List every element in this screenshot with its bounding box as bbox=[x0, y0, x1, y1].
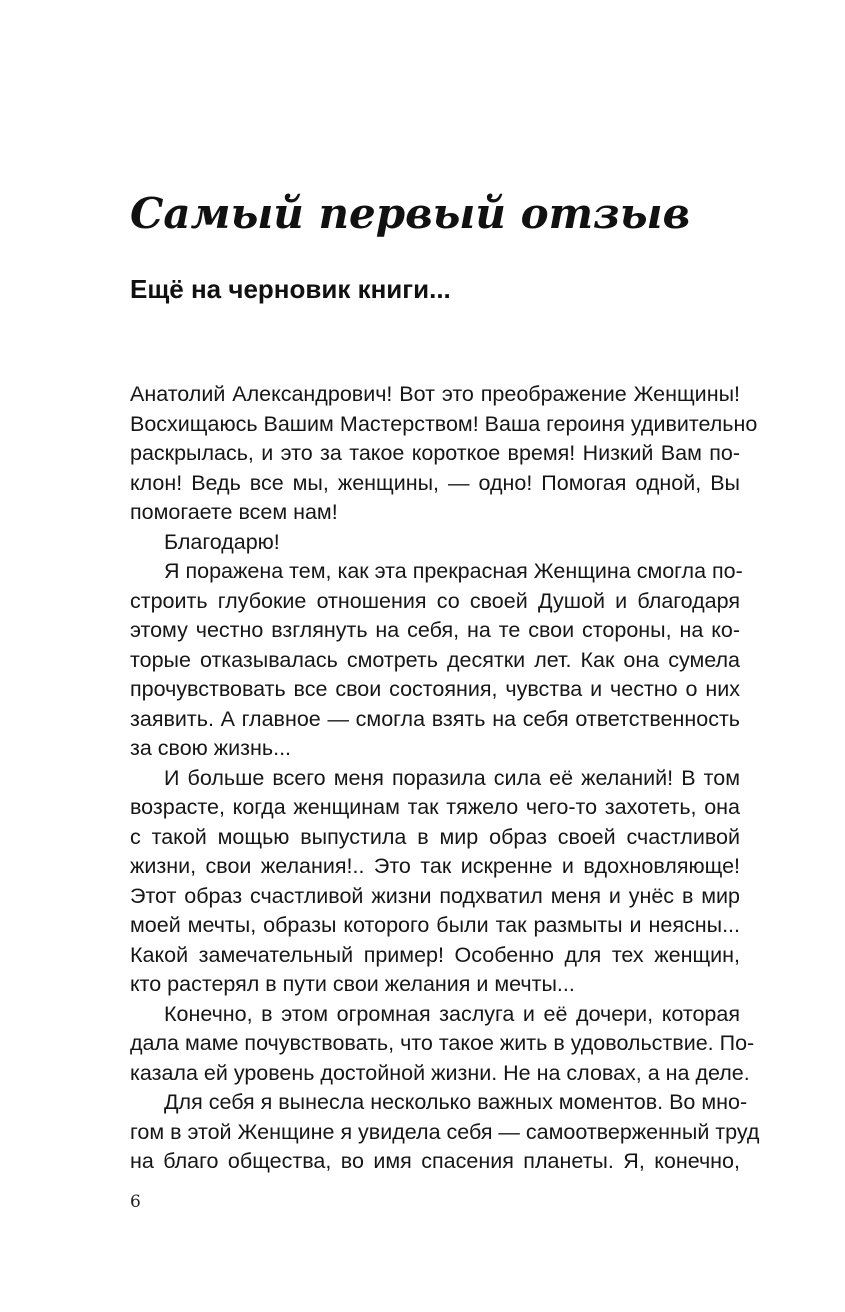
text-line: жизни, свои желания!.. Это так искренне и вдохновляюще! bbox=[130, 854, 740, 878]
text-line: казала ей уровень достойной жизни. Не на словах, а на деле. bbox=[130, 1060, 750, 1085]
text-line: кто растерял в пути свои желания и мечты... bbox=[130, 972, 575, 996]
text-line: за свою жизнь... bbox=[130, 736, 292, 760]
text-line: строить глубокие отношения со своей Душой и благодаря bbox=[130, 588, 740, 613]
chapter-title: Самый первый отзыв bbox=[130, 189, 691, 238]
text-line: помогаете всем нам! bbox=[130, 500, 338, 524]
text-line: дала маме почувствовать, что такое жить в удовольствие. По- bbox=[130, 1031, 755, 1055]
text-line: Этот образ счастливой жизни подхватил меня и унёс в мир bbox=[130, 883, 740, 908]
text-line: гом в этой Женщине я увидела себя — самоотверженный труд bbox=[130, 1119, 760, 1144]
text-line: заявить. А главное — смогла взять на себя ответственность bbox=[130, 706, 740, 731]
text-line: Какой замечательный пример! Особенно для тех женщин, bbox=[130, 942, 740, 967]
body-text bbox=[130, 380, 760, 1177]
text-line: клон! Ведь все мы, женщины, — одно! Помогая одной, Вы bbox=[130, 470, 740, 495]
chapter-subtitle: Ещё на черновик книги... bbox=[130, 274, 451, 304]
text-line: торые отказывалась смотреть десятки лет. Как она сумела bbox=[130, 647, 740, 672]
text-line: Я поражена тем, как эта прекрасная Женщина смогла по- bbox=[164, 559, 743, 583]
text-line: моей мечты, образы которого были так размыты и неясны... bbox=[130, 913, 740, 937]
text-line: И больше всего меня поразила сила её желаний! В том bbox=[164, 765, 740, 790]
text-line: раскрылась, и это за такое короткое время! Низкий Вам по- bbox=[130, 441, 740, 465]
text-line: Для себя я вынесла несколько важных моментов. Во мно- bbox=[164, 1090, 748, 1114]
text-line: Конечно, в этом огромная заслуга и её дочери, которая bbox=[164, 1001, 740, 1026]
page-number: 6 bbox=[130, 1192, 141, 1212]
text-line: на благо общества, во имя спасения планеты. Я, конечно, bbox=[130, 1149, 740, 1173]
text-line: Анатолий Александрович! Вот это преображение Женщины! bbox=[130, 382, 740, 406]
text-line: Благодарю! bbox=[164, 529, 280, 554]
text-line: возрасте, когда женщинам так тяжело чего-то захотеть, она bbox=[130, 795, 740, 819]
text-line: с такой мощью выпустила в мир образ своей счастливой bbox=[130, 824, 740, 849]
text-line: прочувствовать все свои состояния, чувства и честно о них bbox=[130, 677, 740, 701]
text-line: Восхищаюсь Вашим Мастерством! Ваша героиня удивительно bbox=[130, 411, 758, 436]
text-line: этому честно взглянуть на себя, на те свои стороны, на ко- bbox=[130, 618, 740, 642]
